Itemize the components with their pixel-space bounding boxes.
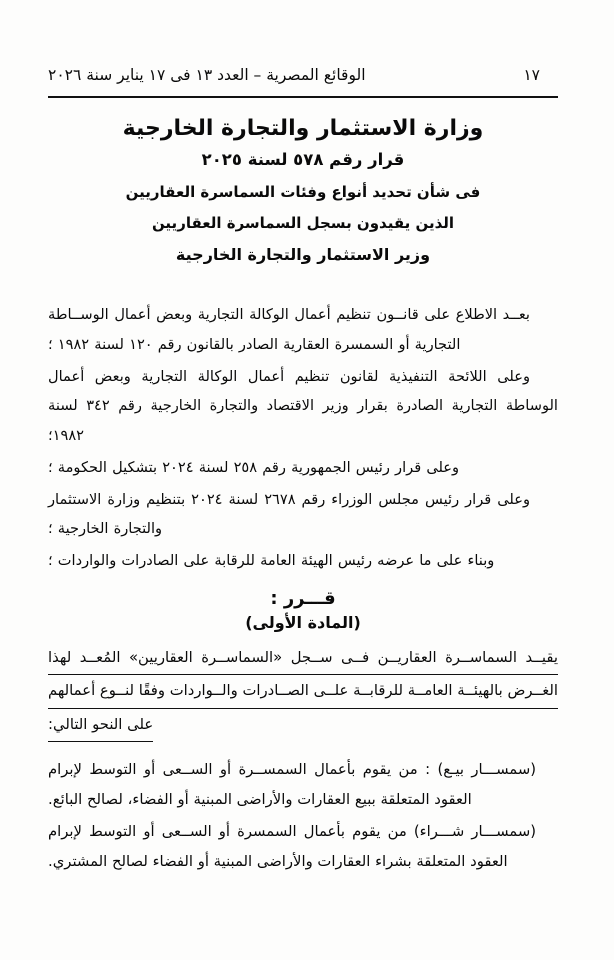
page-number: ١٧ <box>523 66 540 84</box>
definitions-list <box>48 755 558 876</box>
article-text-line: يقيــد السماســرة العقاريــن فــى ســجل «السماســرة العقاريين» المُعــد لهذا <box>48 642 558 675</box>
preamble-paragraph: وعلى قرار رئيس مجلس الوزراء رقم ٢٦٧٨ لسنة ٢٠٢٤ بتنظيم وزارة الاستثمار والتجارة الخارجية ؛ <box>48 490 530 538</box>
minister-title: وزير الاستثمار والتجارة الخارجية <box>175 244 431 264</box>
preamble-paragraph: وبناء على ما عرضه رئيس الهيئة العامة للرقابة على الصادرات والواردات ؛ <box>48 552 495 570</box>
gazette-header-text: الوقائع المصرية – العدد ١٣ فى ١٧ يناير سنة ٢٠٢٦ <box>48 66 366 84</box>
preamble-paragraph: وعلى اللائحة التنفيذية لقانون تنظيم أعمال الوكالة التجارية وبعض أعمال الوساطة التجارية الصادرة بقرار وزير الاقتصاد والتجارة الخارجية رقم ٣٤٢ لسنة ١٩٨٢؛ <box>48 367 558 445</box>
subject-line-2: الذين يقيدون بسجل السماسرة العقاريين <box>151 213 455 232</box>
definition-item: (سمســـار شـــراء) من يقوم بأعمال السمسرة أو الســعى أو التوسط لإبرام العقود المتعلقة بشراء العقارات والأراضى المبنية أو الفضاء لصالح المشتري. <box>48 823 536 870</box>
header-divider <box>48 96 558 98</box>
definition-item: (سمســـار بيـع) : من يقوم بأعمال السمســرة أو الســعى أو التوسط لإبرام العقود المتعلقة ببيع العقارات والأراضى المبنية أو الفضاء، لصالح البائع. <box>48 760 536 808</box>
preamble-paragraph: وعلى قرار رئيس الجمهورية رقم ٢٥٨ لسنة ٢٠٢٤ بتشكيل الحكومة ؛ <box>48 458 460 476</box>
document-body <box>48 300 558 879</box>
ministry-title: وزارة الاستثمار والتجارة الخارجية <box>122 116 484 141</box>
article-text-line <box>48 709 558 743</box>
decree-number: قرار رقم ٥٧٨ لسنة ٢٠٢٥ <box>201 150 405 170</box>
article-heading: (المادة الأولى) <box>245 612 361 632</box>
running-header <box>48 66 558 92</box>
decided-label: قـــرر : <box>270 587 336 609</box>
subject-line-1: فى شأن تحديد أنواع وفئات السماسرة العقاريين <box>125 183 481 202</box>
article-text-line-3: على النحو التالي: <box>48 709 153 742</box>
title-block <box>48 116 558 264</box>
preamble-paragraph: بعــد الاطلاع على قانــون تنظيم أعمال الوكالة التجارية وبعض أعمال الوســاطة التجارية أو السمسرة العقارية الصادر بالقانون رقم ١٢٠ لسنة ١٩٨٢ ؛ <box>48 306 530 353</box>
article-text-line: الغــرض بالهيئــة العامــة للرقابــة علــى الصــادرات والــواردات وفقًا لنــوع أعمالهم <box>48 675 558 708</box>
